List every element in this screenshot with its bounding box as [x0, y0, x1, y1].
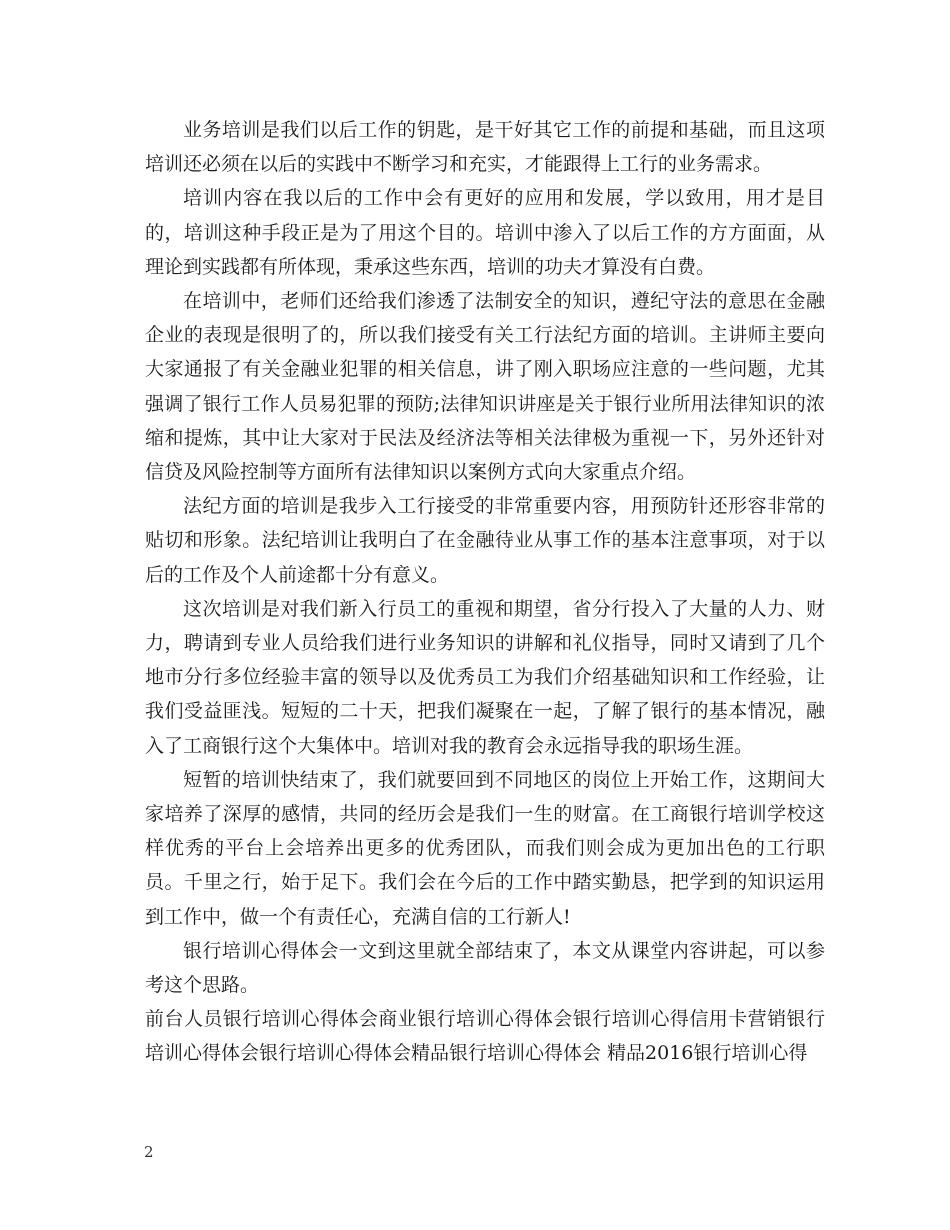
related-links: 前台人员银行培训心得体会商业银行培训心得体会银行培训心得信用卡营销银行培训心得体会银行培训心得体会精品银行培训心得体会 精品2016银行培训心得 — [145, 1008, 825, 1065]
paragraph-5: 这次培训是对我们新入行员工的重视和期望，省分行投入了大量的人力、财力，聘请到专业人员给我们进行业务知识的讲解和礼仪指导，同时又请到了几个地市分行多位经验丰富的领导以及优秀员工为我们介绍基础知识和工作经验，让我们受益匪浅。短短的二十天，把我们凝聚在一起，了解了银行的基本情况，融入了工商银行这个大集体中。培训对我的教育会永远指导我的职场生涯。 — [145, 597, 825, 757]
paragraph-2: 培训内容在我以后的工作中会有更好的应用和发展，学以致用，用才是目的，培训这种手段正是为了用这个目的。培训中渗入了以后工作的方方面面，从理论到实践都有所体现，秉承这些东西，培训的功夫才算没有白费。 — [145, 187, 825, 278]
paragraph-3: 在培训中，老师们还给我们渗透了法制安全的知识，遵纪守法的意思在金融企业的表现是很明了的，所以我们接受有关工行法纪方面的培训。主讲师主要向大家通报了有关金融业犯罪的相关信息，讲了刚入职场应注意的一些问题，尤其强调了银行工作人员易犯罪的预防;法律知识讲座是关于银行业所用法律知识的浓缩和提炼，其中让大家对于民法及经济法等相关法律极为重视一下，另外还针对信贷及风险控制等方面所有法律知识以案例方式向大家重点介绍。 — [145, 290, 825, 484]
page-number: 2 — [144, 1143, 154, 1161]
paragraph-4: 法纪方面的培训是我步入工行接受的非常重要内容，用预防针还形容非常的贴切和形象。法纪培训让我明白了在金融待业从事工作的基本注意事项，对于以后的工作及个人前途都十分有意义。 — [145, 495, 825, 586]
paragraph-1: 业务培训是我们以后工作的钥匙，是干好其它工作的前提和基础，而且这项培训还必须在以后的实践中不断学习和充实，才能跟得上工行的业务需求。 — [145, 119, 825, 176]
paragraph-6: 短暂的培训快结束了，我们就要回到不同地区的岗位上开始工作，这期间大家培养了深厚的感情，共同的经历会是我们一生的财富。在工商银行培训学校这样优秀的平台上会培养出更多的优秀团队，而我们则会成为更加出色的工行职员。千里之行，始于足下。我们会在今后的工作中踏实勤恳，把学到的知识运用到工作中，做一个有责任心，充满自信的工行新人! — [145, 768, 825, 928]
paragraph-7: 银行培训心得体会一文到这里就全部结束了，本文从课堂内容讲起，可以参考这个思路。 — [145, 939, 825, 997]
document-body — [145, 113, 825, 1071]
